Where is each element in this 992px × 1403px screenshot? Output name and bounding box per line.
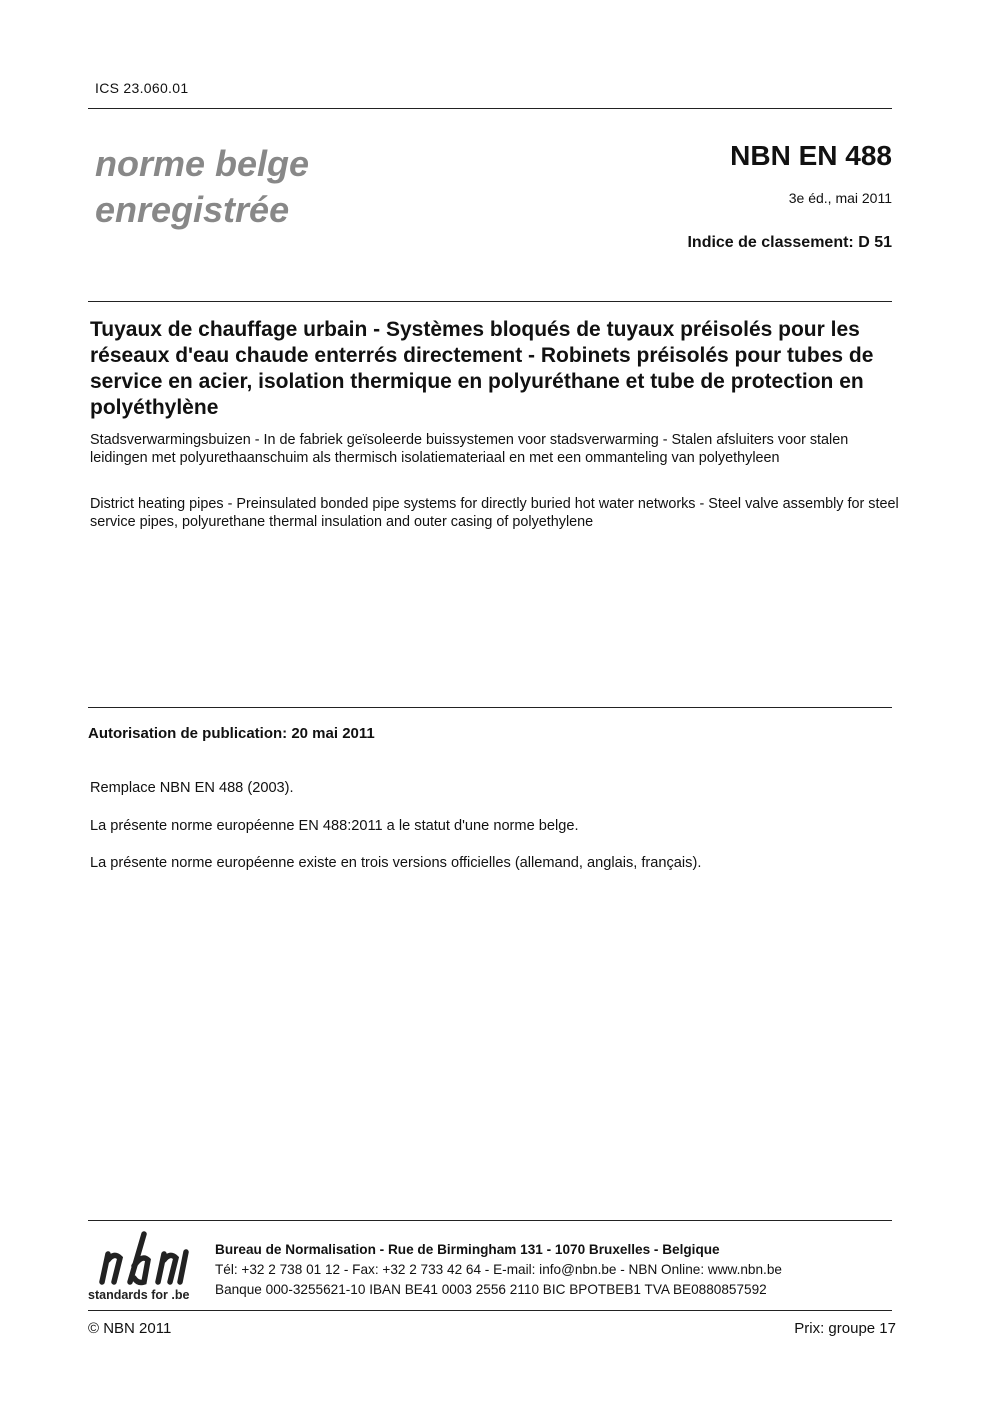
title-divider <box>88 301 892 302</box>
footer-contact: Tél: +32 2 738 01 12 - Fax: +32 2 733 42 64 - E-mail: info@nbn.be - NBN Online: www.nbn.be <box>215 1262 782 1277</box>
price-group: Prix: groupe 17 <box>794 1320 896 1337</box>
footer-bank-details: Banque 000-3255621-10 IBAN BE41 0003 2556 2110 BIC BPOTBEB1 TVA BE0880857592 <box>215 1282 767 1297</box>
versions-note: La présente norme européenne existe en trois versions officielles (allemand, anglais, français). <box>90 855 702 871</box>
replaces-note: Remplace NBN EN 488 (2003). <box>90 780 294 796</box>
title-dutch: Stadsverwarmingsbuizen - In de fabriek geïsoleerde buissystemen voor stadsverwarming - Stalen afsluiters voor stalen leidingen met polyurethaanschuim als thermisch isolatiemateriaal en met een ommanteling van polyethyleen <box>90 432 849 466</box>
ics-code: ICS 23.060.01 <box>95 80 189 96</box>
status-note: La présente norme européenne EN 488:2011 a le statut d'une norme belge. <box>90 818 579 834</box>
title-french: Tuyaux de chauffage urbain - Systèmes bloqués de tuyaux préisolés pour les réseaux d'eau chaude enterrés directement - Robinets préisolés pour tubes de service en acier, isolation thermique en polyuréthane et tube de protection en polyéthylène <box>90 318 874 419</box>
title-english: District heating pipes - Preinsulated bonded pipe systems for directly buried hot water networks - Steel valve assembly for steel service pipes, polyurethane thermal insulation and outer casing of polyethylene <box>90 496 899 530</box>
copyright: © NBN 2011 <box>88 1320 172 1337</box>
logo-tagline: standards for .be <box>88 1288 190 1302</box>
footer-address: Bureau de Normalisation - Rue de Birmingham 131 - 1070 Bruxelles - Belgique <box>215 1242 720 1257</box>
publication-authorization: Autorisation de publication: 20 mai 2011 <box>88 725 375 742</box>
top-divider <box>88 108 892 109</box>
publication-divider <box>88 707 892 708</box>
bottom-divider <box>88 1310 892 1311</box>
footer-divider <box>88 1220 892 1221</box>
document-number: NBN EN 488 <box>730 140 892 171</box>
norme-belge-label: norme belge <box>95 143 310 184</box>
classification-index: Indice de classement: D 51 <box>687 234 892 251</box>
enregistree-label: enregistrée <box>95 189 290 230</box>
edition-date: 3e éd., mai 2011 <box>788 190 892 206</box>
